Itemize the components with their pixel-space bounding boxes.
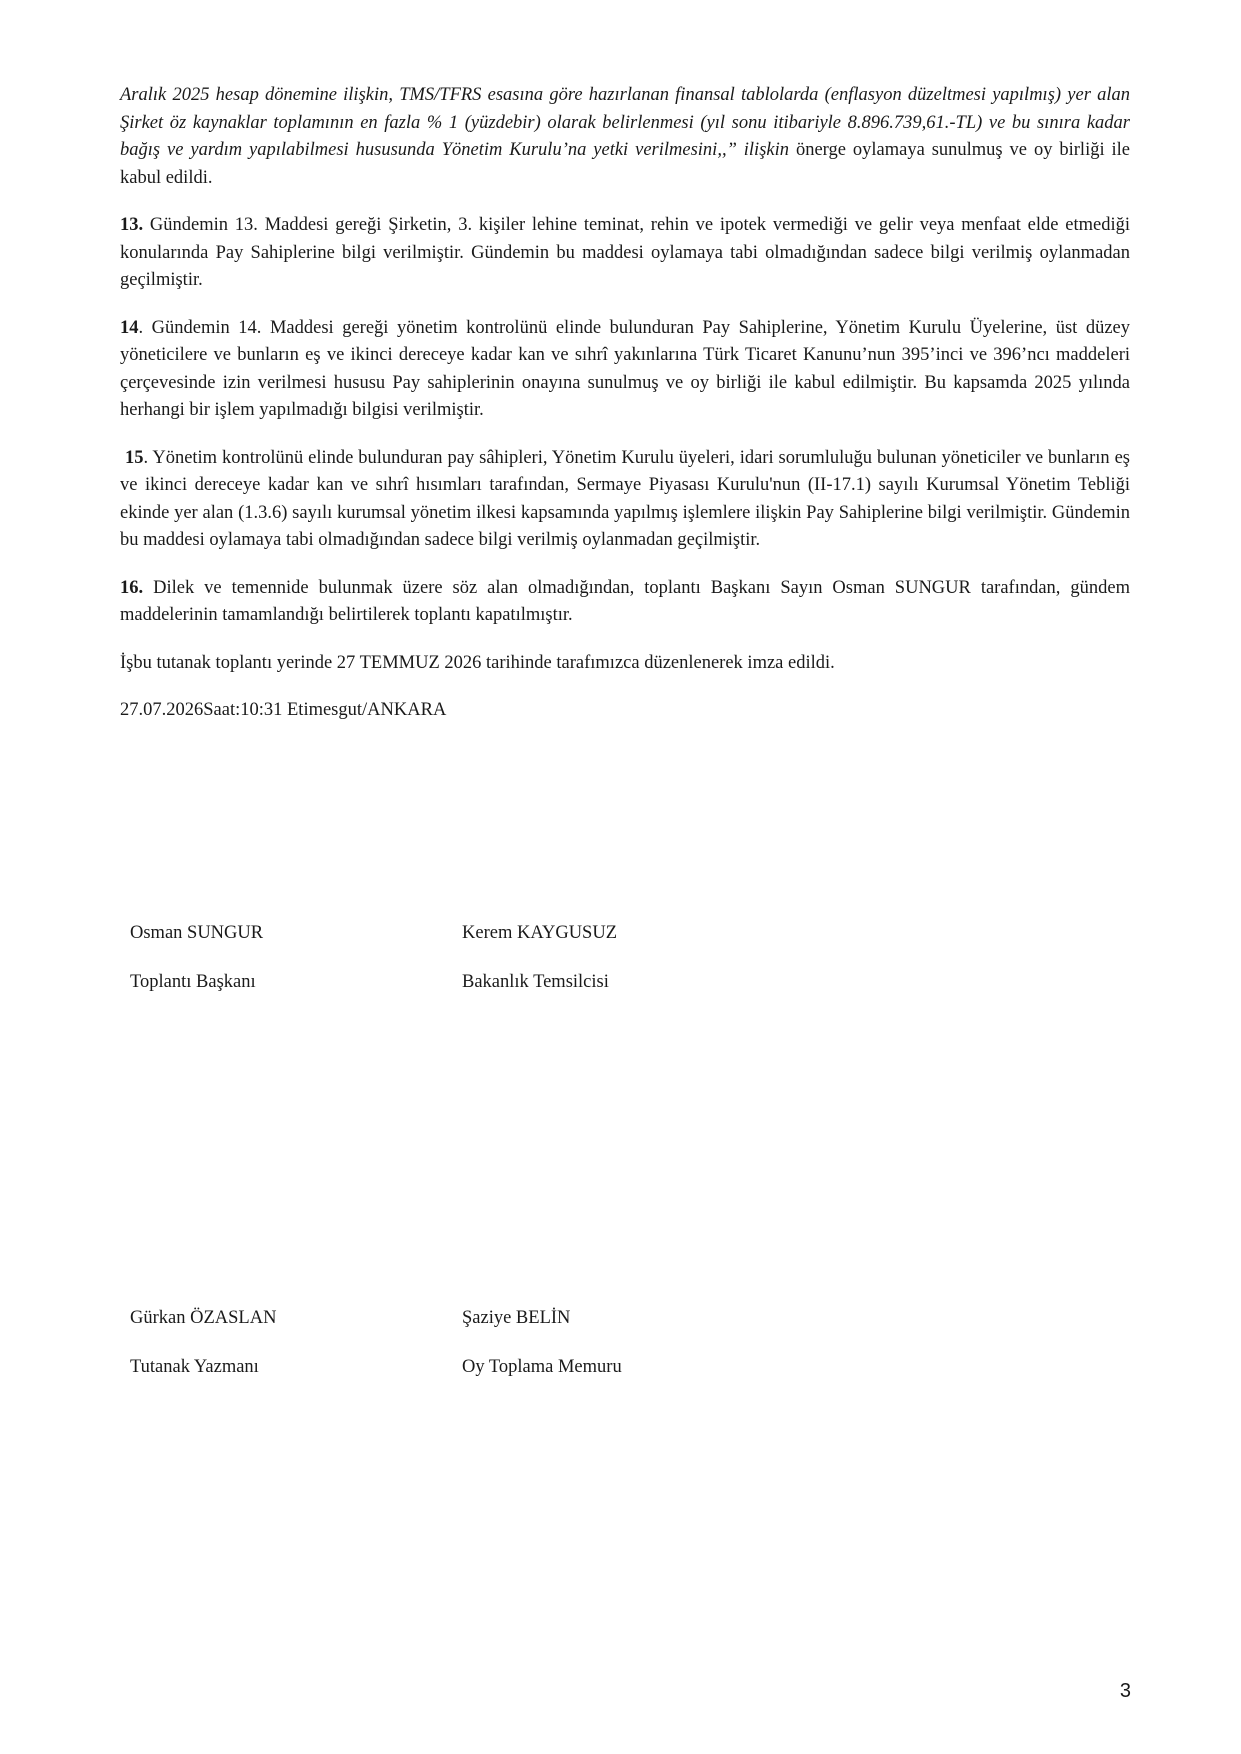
closing-statement: İşbu tutanak toplantı yerinde 27 TEMMUZ 2026 tarihinde tarafımızca düzenlenerek imza edildi. bbox=[120, 652, 835, 673]
agenda-item-13 bbox=[120, 212, 1130, 295]
document-body bbox=[120, 82, 1130, 745]
item-text: Gündemin 13. Maddesi gereği Şirketin, 3. kişiler lehine teminat, rehin ve ipotek vermediği ve gelir veya menfaat elde etmediği konularında Pay Sahiplerine bilgi verilmiştir. Gündemin bu maddesi oylamaya tabi olmadığından sadece bilgi verilmiş oylanmadan geçilmiştir. bbox=[120, 215, 1130, 290]
agenda-item-16 bbox=[120, 575, 1130, 630]
intro-normal-text: önerge oylamaya sunulmuş ve oy birliği ile kabul edildi. bbox=[120, 140, 1131, 188]
signatory-name: Kerem KAYGUSUZ bbox=[462, 923, 618, 943]
item-number: 14 bbox=[120, 317, 139, 338]
item-number: 16. bbox=[120, 577, 144, 598]
item-text: . Yönetim kontrolünü elinde bulunduran pay sâhipleri, Yönetim Kurulu üyeleri, idari sorumluluğu bulunan yöneticiler ve bunların eş ve ikinci dereceye kadar kan ve sıhrî hısımları tarafından, Sermaye Piyasası Kurulu'nun (II-17.1) sayılı Kurumsal Yönetim Tebliği ekinde yer alan (1.3.6) sayılı kurumsal yönetim ilkesi kapsamında yapılmış işlemlere ilişkin Pay Sahiplerine bilgi verilmiştir. Gündemin bu maddesi oylamaya tabi olmadığından sadece bilgi verilmiş oylanmadan geçilmiştir. bbox=[120, 447, 1130, 550]
agenda-item-15 bbox=[120, 445, 1130, 555]
page-number: 3 bbox=[1119, 1680, 1131, 1702]
signature-block-chair bbox=[130, 920, 263, 996]
signatory-role: Tutanak Yazmanı bbox=[130, 1357, 259, 1377]
signature-block-secretary bbox=[130, 1305, 276, 1381]
item-number: 13. bbox=[120, 215, 144, 235]
date-time-location: 27.07.2026Saat:10:31 Etimesgut/ANKARA bbox=[120, 700, 447, 720]
signatory-role: Toplantı Başkanı bbox=[130, 972, 256, 992]
item-text: Dilek ve temennide bulunmak üzere söz alan olmadığından, toplantı Başkanı Sayın Osman SUNGUR tarafından, gündem maddelerinin tamamlandığı belirtilerek toplantı kapatılmıştır. bbox=[120, 577, 1130, 625]
intro-paragraph bbox=[120, 82, 1130, 192]
signatory-name: Osman SUNGUR bbox=[130, 923, 264, 943]
signature-block-vote-collector bbox=[462, 1305, 622, 1381]
signatory-role: Bakanlık Temsilcisi bbox=[462, 972, 609, 992]
signatory-role: Oy Toplama Memuru bbox=[462, 1357, 622, 1377]
intro-italic-text: Aralık 2025 hesap dönemine ilişkin, TMS/TFRS esasına göre hazırlanan finansal tablolarda (enflasyon düzeltmesi yapılmış) yer alan Şirket öz kaynaklar toplamının en fazla % 1 (yüzdebir) olarak belirlenmesi (yıl sonu itibariyle 8.896.739,61.-TL) ve bu sınıra kadar bağış ve yardım yapılabilmesi hususunda Yönetim Kurulu’na yetki verilmesini,,” ilişkin bbox=[120, 85, 1130, 160]
agenda-item-14 bbox=[120, 315, 1130, 425]
item-text: . Gündemin 14. Maddesi gereği yönetim kontrolünü elinde bulunduran Pay Sahiplerine, Yönetim Kurulu Üyelerine, üst düzey yöneticilere ve bunların eş ve ikinci dereceye kadar kan ve sıhrî yakınlarına Türk Ticaret Kanunu’nun 395’inci ve 396’ncı maddeleri çerçevesinde izin verilmesi hususu Pay sahiplerinin onayına sunulmuş ve oy birliği ile kabul edilmiştir. Bu kapsamda 2025 yılında herhangi bir işlem yapılmadığı bilgisi verilmiştir. bbox=[120, 317, 1130, 420]
signatory-name: Gürkan ÖZASLAN bbox=[130, 1308, 277, 1328]
item-number: 15 bbox=[124, 447, 144, 468]
signatory-name: Şaziye BELİN bbox=[462, 1308, 571, 1328]
signature-block-ministry-rep bbox=[462, 920, 617, 996]
